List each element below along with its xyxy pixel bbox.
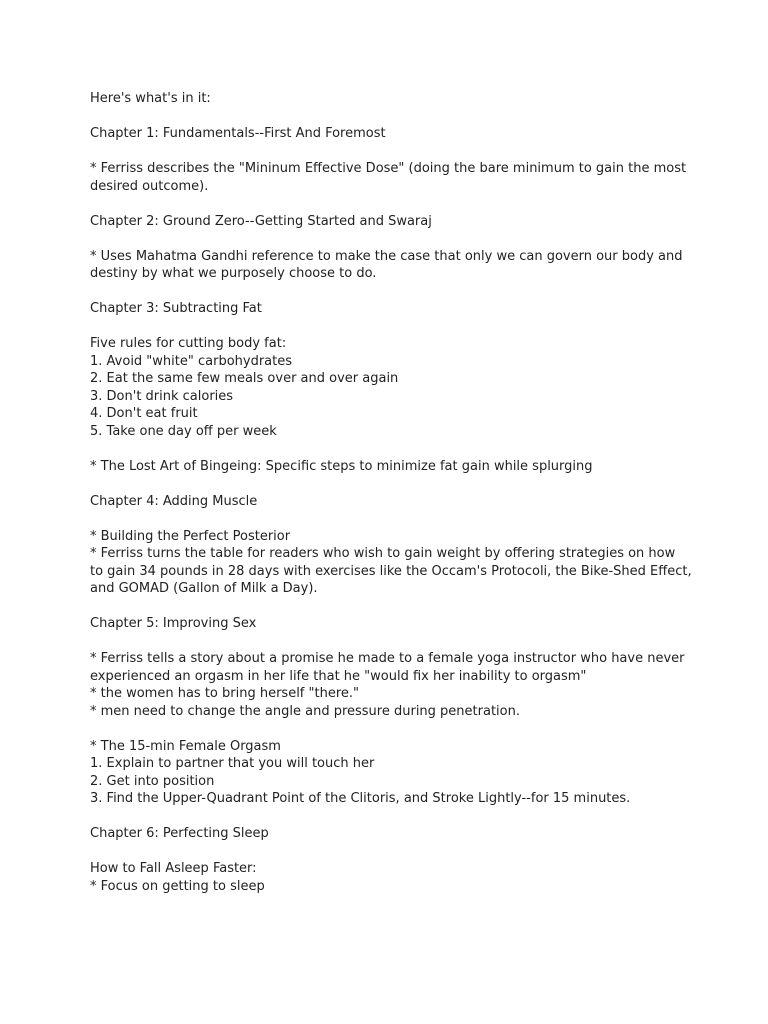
chapter-4-line-4: and GOMAD (Gallon of Milk a Day). bbox=[90, 581, 318, 596]
chapter-6-heading bbox=[90, 825, 690, 843]
chapter-5-title: Chapter 5: Improving Sex bbox=[90, 616, 257, 631]
chapter-5-line-2: experienced an orgasm in her life that he "would fix her inability to orgasm" bbox=[90, 668, 587, 684]
chapter-3-rules-list bbox=[90, 335, 690, 440]
chapter-5-line-3: * the women has to bring herself "there." bbox=[90, 686, 360, 701]
chapter-2-line-1: * Uses Mahatma Gandhi reference to make the case that only we can govern our body and bbox=[90, 248, 683, 264]
chapter-4-line-3: to gain 34 pounds in 28 days with exercises like the Occam's Protocoli, the Bike-Shed Effect, bbox=[90, 563, 692, 579]
chapter-1-paragraph bbox=[90, 160, 690, 195]
rule-item-1: 1. Avoid "white" carbohydrates bbox=[90, 353, 293, 369]
chapter-1-line-2: desired outcome). bbox=[90, 178, 209, 194]
chapter-1-title: Chapter 1: Fundamentals--First And Foremost bbox=[90, 126, 386, 141]
chapter-5-line-4: * men need to change the angle and pressure during penetration. bbox=[90, 703, 520, 719]
rule-item-2: 2. Eat the same few meals over and over again bbox=[90, 371, 399, 386]
chapter-2-title: Chapter 2: Ground Zero--Getting Started and Swaraj bbox=[90, 213, 432, 229]
chapter-4-line-1: * Building the Perfect Posterior bbox=[90, 528, 291, 544]
step-item-1: 1. Explain to partner that you will touch her bbox=[90, 756, 375, 771]
rule-item-5: 5. Take one day off per week bbox=[90, 423, 277, 439]
chapter-4-heading bbox=[90, 493, 690, 511]
chapter-1-heading bbox=[90, 125, 690, 143]
step-item-3: 3. Find the Upper-Quadrant Point of the Clitoris, and Stroke Lightly--for 15 minutes. bbox=[90, 791, 631, 806]
binge-line: * The Lost Art of Bingeing: Specific steps to minimize fat gain while splurging bbox=[90, 458, 593, 474]
rules-heading: Five rules for cutting body fat: bbox=[90, 336, 287, 351]
chapter-3-binge-paragraph bbox=[90, 458, 690, 476]
chapter-6-title: Chapter 6: Perfecting Sleep bbox=[90, 826, 269, 841]
chapter-2-heading bbox=[90, 213, 690, 231]
chapter-3-title: Chapter 3: Subtracting Fat bbox=[90, 301, 262, 316]
chapter-3-heading bbox=[90, 300, 690, 318]
sleep-line-1: * Focus on getting to sleep bbox=[90, 878, 265, 894]
intro-text: Here's what's in it: bbox=[90, 91, 211, 106]
rule-item-4: 4. Don't eat fruit bbox=[90, 406, 198, 421]
chapter-4-line-2: * Ferriss turns the table for readers who wish to gain weight by offering strategies on how bbox=[90, 546, 676, 561]
chapter-5-line-1: * Ferriss tells a story about a promise he made to a female yoga instructor who have never bbox=[90, 651, 685, 666]
chapter-5-heading bbox=[90, 615, 690, 633]
chapter-1-line-1: * Ferriss describes the "Mininum Effective Dose" (doing the bare minimum to gain the most bbox=[90, 161, 687, 176]
chapter-4-title: Chapter 4: Adding Muscle bbox=[90, 493, 258, 509]
chapter-2-line-2: destiny by what we purposely choose to do. bbox=[90, 266, 377, 281]
rule-item-3: 3. Don't drink calories bbox=[90, 388, 234, 404]
chapter-4-paragraph bbox=[90, 528, 690, 598]
intro-paragraph bbox=[90, 90, 690, 108]
sleep-heading: How to Fall Asleep Faster: bbox=[90, 861, 257, 876]
chapter-6-paragraph bbox=[90, 860, 690, 895]
steps-heading: * The 15-min Female Orgasm bbox=[90, 738, 281, 754]
chapter-5-paragraph bbox=[90, 650, 690, 720]
chapter-2-paragraph bbox=[90, 248, 690, 283]
step-item-2: 2. Get into position bbox=[90, 773, 215, 789]
chapter-5-steps-list bbox=[90, 738, 690, 808]
document-body bbox=[90, 90, 690, 913]
